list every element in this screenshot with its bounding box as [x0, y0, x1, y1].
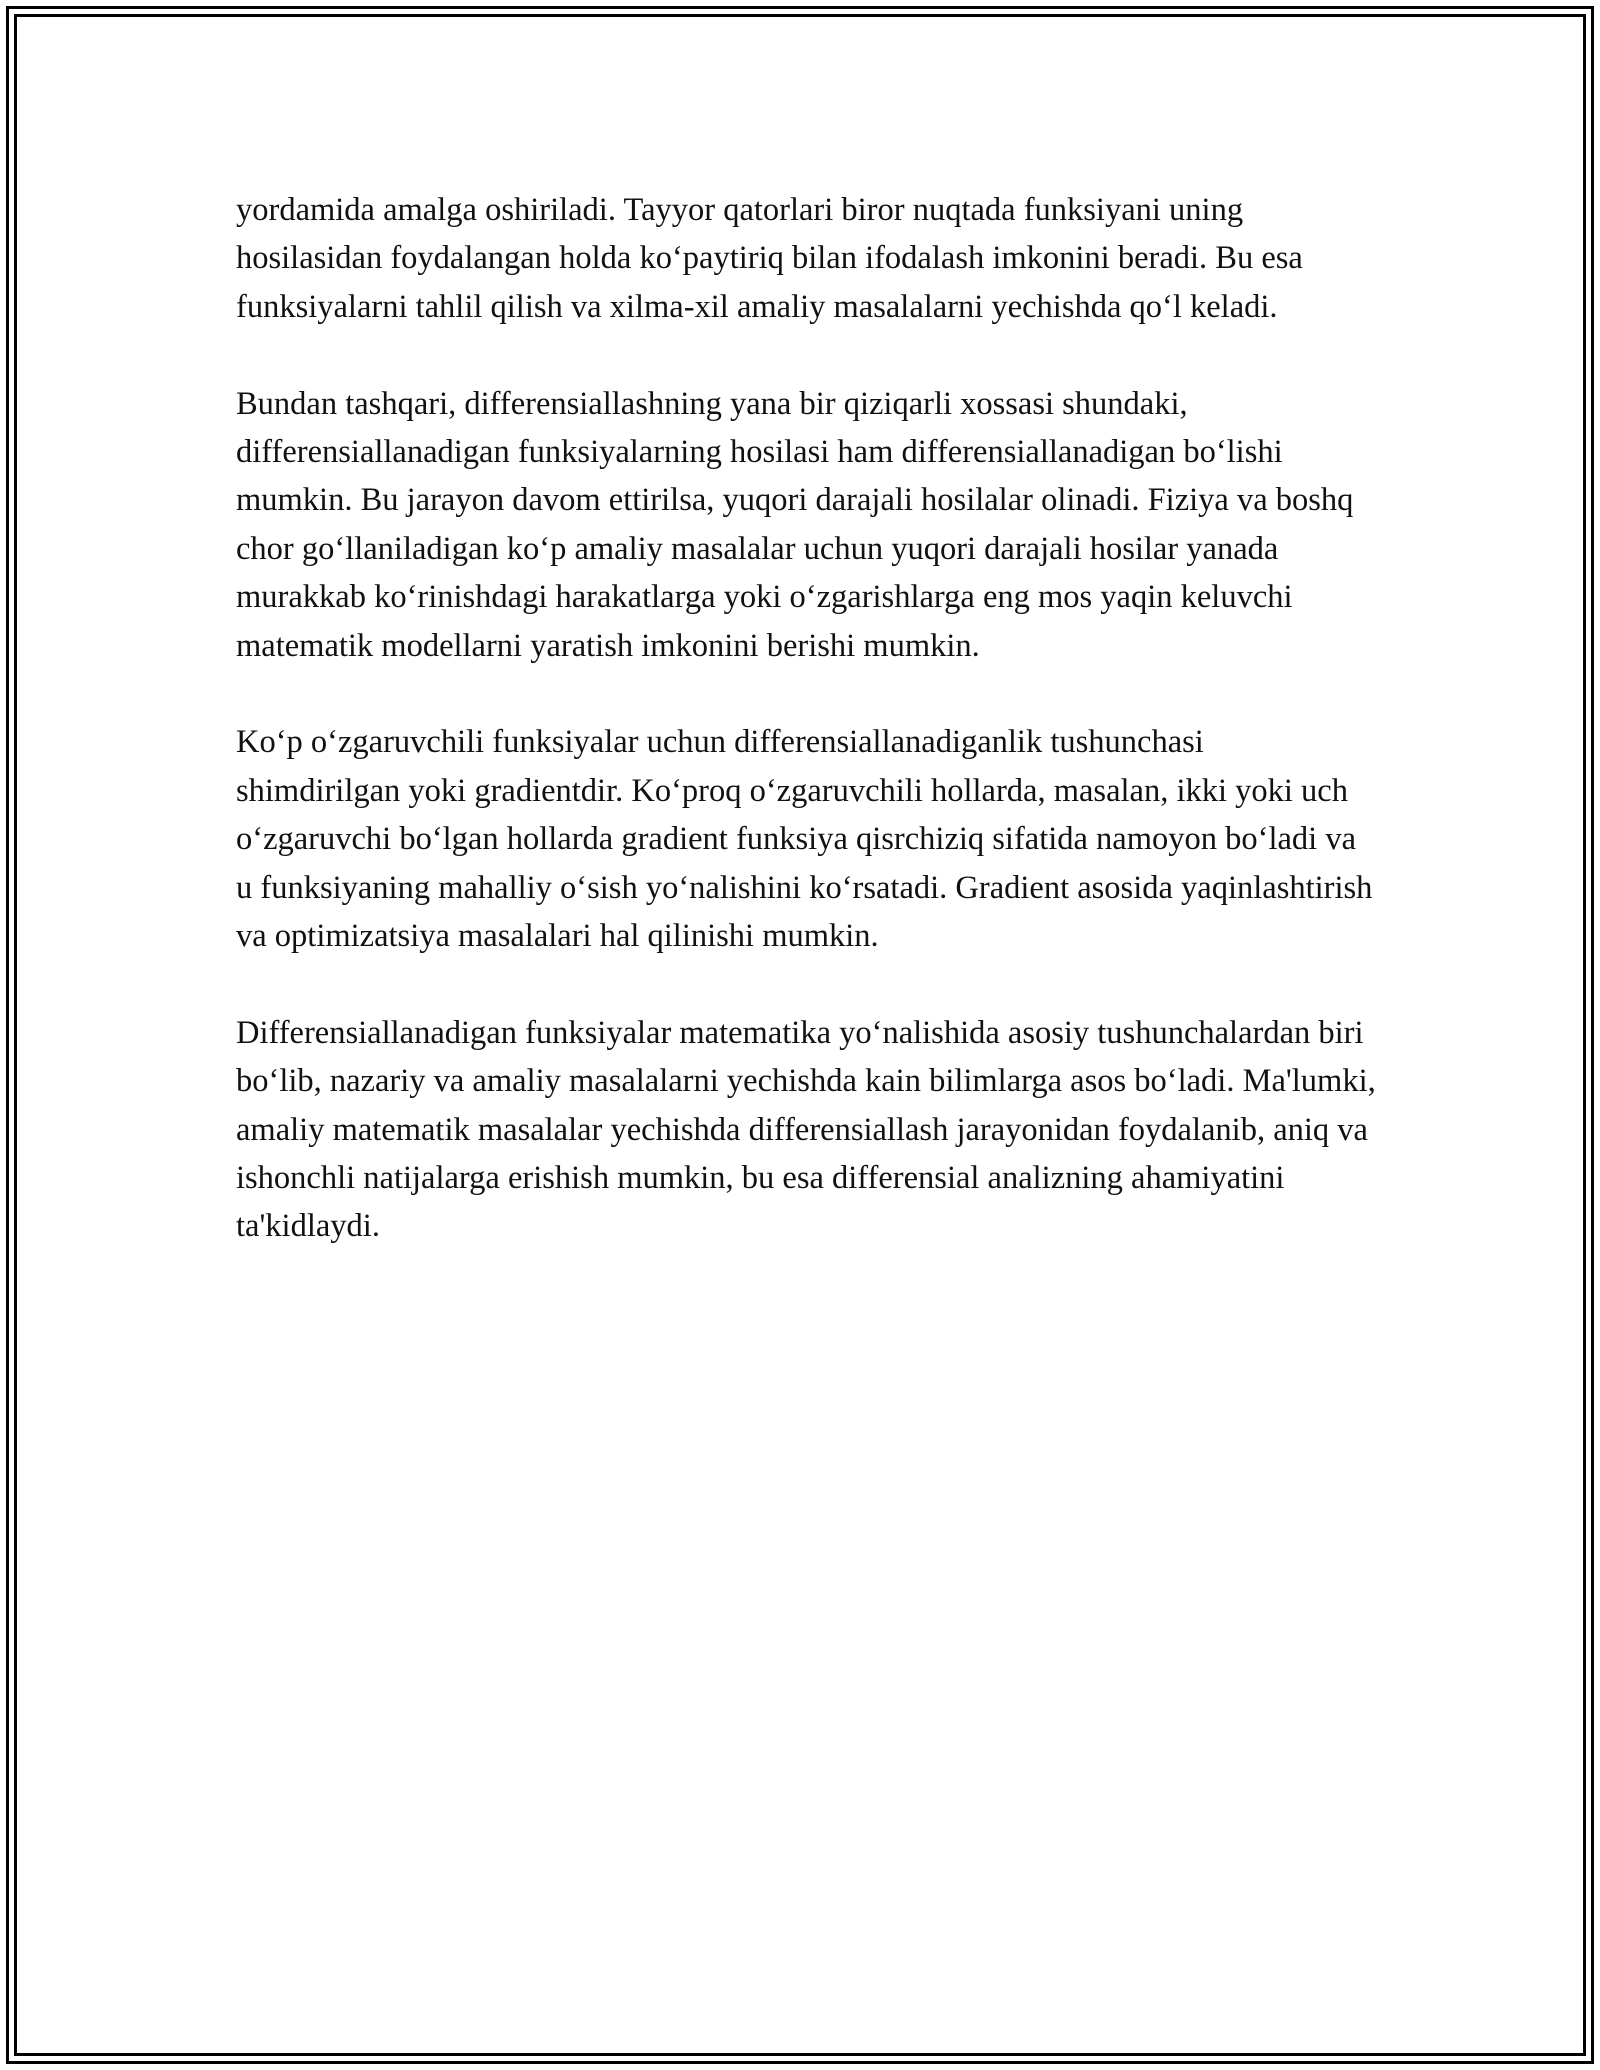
- paragraph-4: Differensiallanadigan funksiyalar matematika yoʻnalishida asosiy tushunchalardan biri boʻlib, nazariy va amaliy masalalarni yechishda kain bilimlarga asos boʻladi. Ma'lumki, amaliy matematik masalalar yechishda differensiallash jarayonidan foydalanib, aniq va ishonchli natijalarga erishish mumkin, bu esa differensial analizning ahamiyatini ta'kidlaydi.: [236, 1014, 1376, 1245]
- paragraph-1: yordamida amalga oshiriladi. Tayyor qatorlari biror nuqtada funksiyani uning hosilasidan foydalangan holda koʻpaytiriq bilan ifodalash imkonini beradi. Bu esa funksiyalarni tahlil qilish va xilma-xil amaliy masalalarni yechishda qoʻl keladi.: [236, 192, 1303, 325]
- paragraph-2: Bundan tashqari, differensiallashning yana bir qiziqarli xossasi shundaki, differensiallanadigan funksiyalarning hosilasi ham differensiallanadigan boʻlishi mumkin. Bu jarayon davom ettirilsa, yuqori darajali hosilalar olinadi. Fiziya va boshq chor goʻllaniladigan koʻp amaliy masalalar uchun yuqori darajali hosilar yanada murakkab koʻrinishdagi harakatlarga yoki oʻzgarishlarga eng mos yaqin keluvchi matematik modellarni yaratish imkonini berishi mumkin.: [236, 385, 1354, 664]
- paragraph-3: Koʻp oʻzgaruvchili funksiyalar uchun differensiallanadiganlik tushunchasi shimdirilgan yoki gradientdir. Koʻproq oʻzgaruvchili hollarda, masalan, ikki yoki uch oʻzgaruvchi boʻlgan hollarda gradient funksiya qisrchiziq sifatida namoyon boʻladi va u funksiyaning mahalliy oʻsish yoʻnalishini koʻrsatadi. Gradient asosida yaqinlashtirish va optimizatsiya masalalari hal qilinishi mumkin.: [236, 724, 1373, 955]
- document-body: [236, 186, 1376, 1299]
